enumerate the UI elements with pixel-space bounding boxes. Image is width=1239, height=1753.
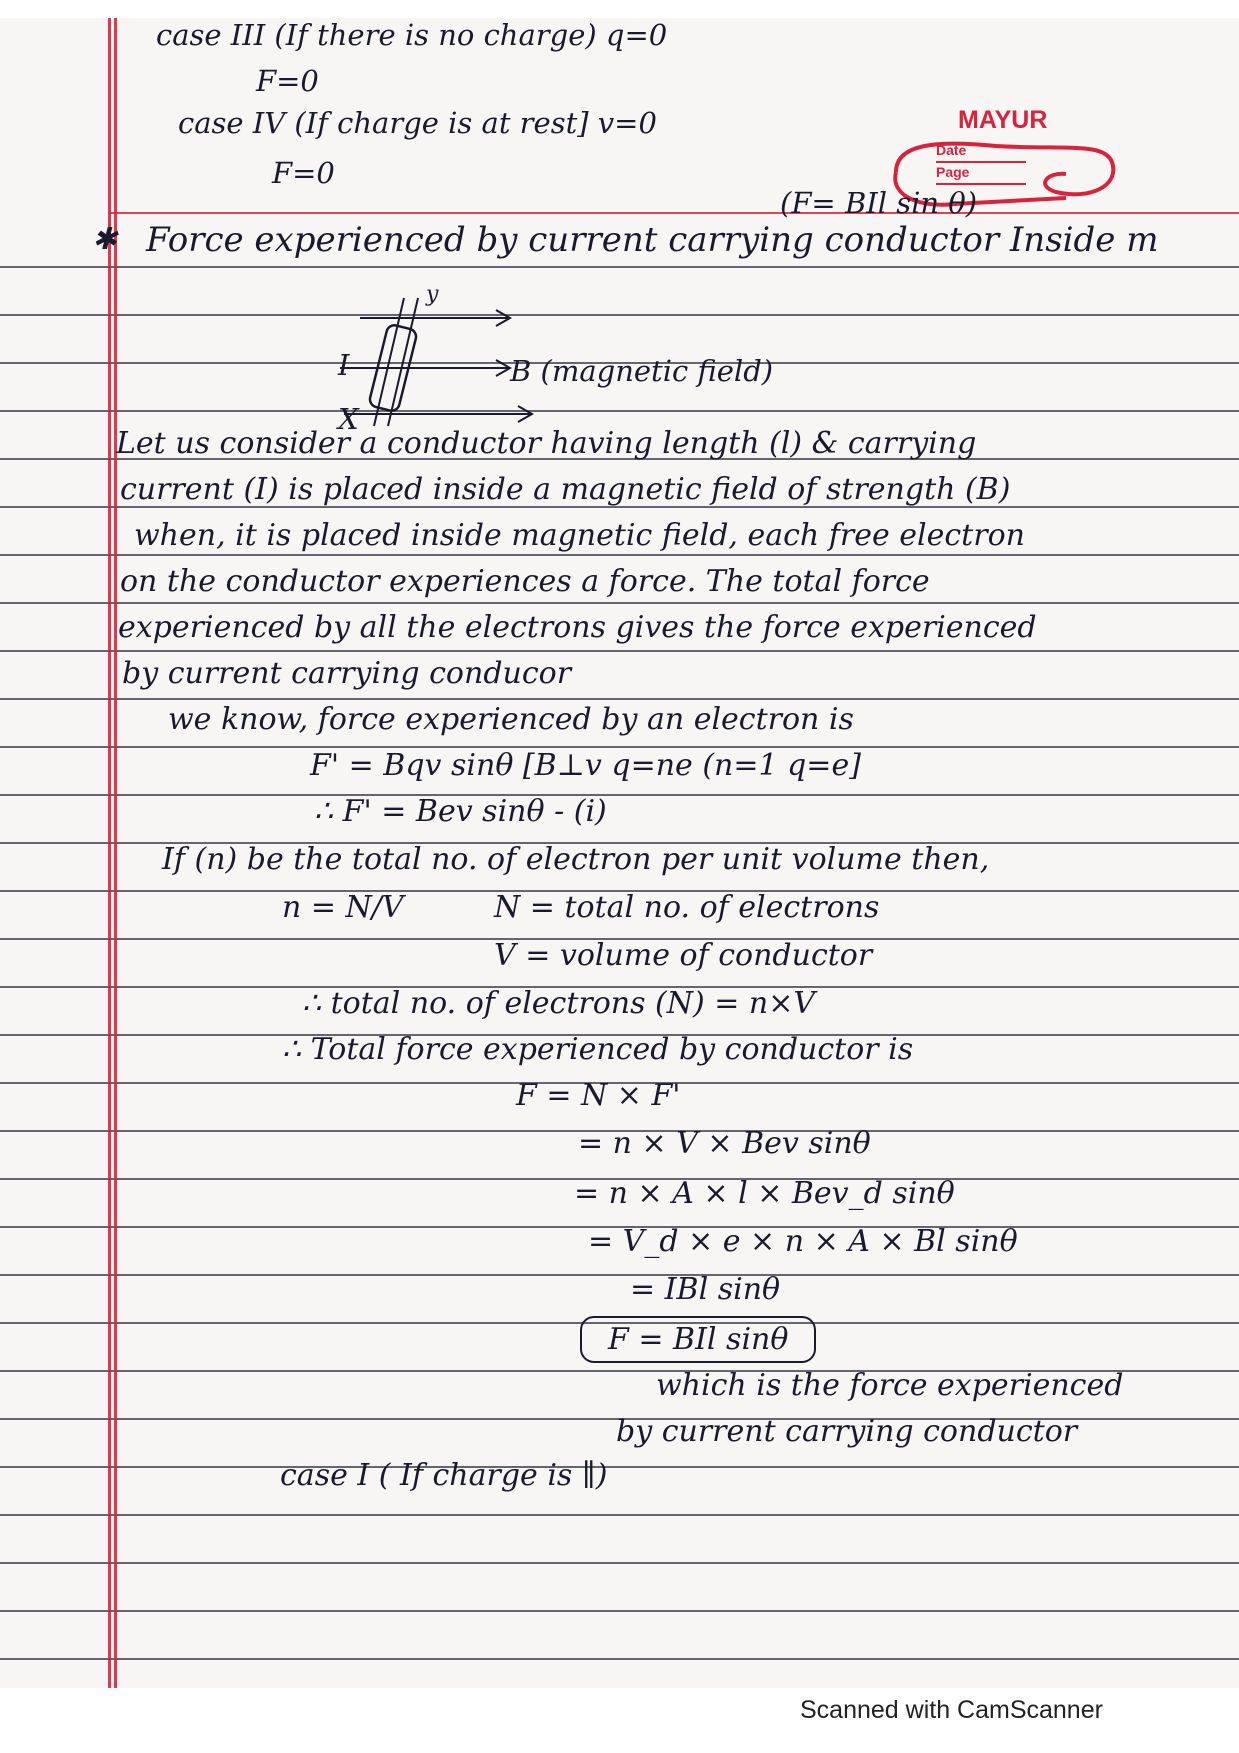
derivation-n: If (n) be the total no. of electron per unit volume then, — [162, 842, 990, 877]
step-3: = n × A × l × Bev_d sinθ — [574, 1176, 955, 1211]
ruled-line — [0, 1466, 1239, 1468]
ruled-line — [0, 266, 1239, 268]
equation-n: n = N/V — [282, 890, 404, 925]
label-y: y — [426, 282, 439, 307]
total-electrons: ∴ total no. of electrons (N) = n×V — [302, 986, 816, 1021]
ruled-line — [0, 650, 1239, 652]
ruled-line — [0, 602, 1239, 604]
body-line: when, it is placed inside magnetic field, each free electron — [134, 518, 1025, 553]
equation-f2: ∴ F' = Bev sinθ - (i) — [314, 794, 607, 829]
ruled-line — [0, 1658, 1239, 1660]
ruled-line — [0, 1562, 1239, 1564]
margin-line — [108, 18, 111, 1688]
ruled-line — [0, 554, 1239, 556]
ruled-line — [0, 1610, 1239, 1612]
step-1: F = N × F' — [516, 1078, 681, 1113]
formula-top: (F= BIl sin θ) — [780, 186, 978, 220]
ruled-line — [0, 314, 1239, 316]
page-label: Page — [936, 164, 970, 180]
ruled-line — [0, 1274, 1239, 1276]
conclusion-line-2: by current carrying conductor — [616, 1414, 1078, 1449]
body-line: current (I) is placed inside a magnetic field of strength (B) — [120, 472, 1011, 507]
brand-logo: MAYUR — [958, 106, 1048, 134]
body-line: by current carrying conducor — [122, 656, 572, 691]
case3-line: case III (If there is no charge) q=0 — [156, 18, 668, 52]
equation-f1: F' = Bqv sinθ [B⊥v q=ne (n=1 q=e] — [310, 748, 861, 783]
scanner-watermark: Scanned with CamScanner — [800, 1696, 1103, 1724]
derivation-intro: we know, force experienced by an electron is — [168, 702, 854, 737]
step-2: = n × V × Bev sinθ — [578, 1126, 871, 1161]
ruled-line — [0, 410, 1239, 412]
body-line: Let us consider a conductor having length (l) & carrying — [116, 426, 977, 461]
ruled-line — [0, 698, 1239, 700]
step-5: = IBl sinθ — [630, 1272, 781, 1307]
n-definition: N = total no. of electrons — [494, 890, 880, 925]
notebook-page — [0, 18, 1239, 1688]
step-4: = V_d × e × n × A × Bl sinθ — [588, 1224, 1018, 1259]
margin-line — [114, 18, 117, 1688]
ruled-line — [0, 794, 1239, 796]
body-line: experienced by all the electrons gives the force experienced — [118, 610, 1037, 645]
label-x: X — [338, 402, 359, 436]
date-label: Date — [936, 142, 967, 158]
conclusion-line-1: which is the force experienced — [656, 1368, 1124, 1403]
body-line: on the conductor experiences a force. The total force — [120, 564, 930, 599]
label-current: I — [338, 348, 350, 382]
total-force-intro: ∴ Total force experienced by conductor is — [282, 1032, 914, 1067]
final-formula-box: F = BIl sinθ — [580, 1316, 816, 1363]
case4-line: case IV (If charge is at rest] v=0 — [178, 106, 657, 140]
case1-line: case I ( If charge is ∥) — [280, 1458, 608, 1493]
ruled-line — [0, 1514, 1239, 1516]
section-heading: Force experienced by current carrying conductor Inside m — [146, 220, 1159, 260]
case4-result: F=0 — [272, 156, 335, 190]
v-definition: V = volume of conductor — [494, 938, 873, 973]
case3-result: F=0 — [256, 64, 319, 98]
label-magnetic-field: B (magnetic field) — [510, 354, 774, 388]
bullet-icon: ✱ — [92, 222, 118, 257]
